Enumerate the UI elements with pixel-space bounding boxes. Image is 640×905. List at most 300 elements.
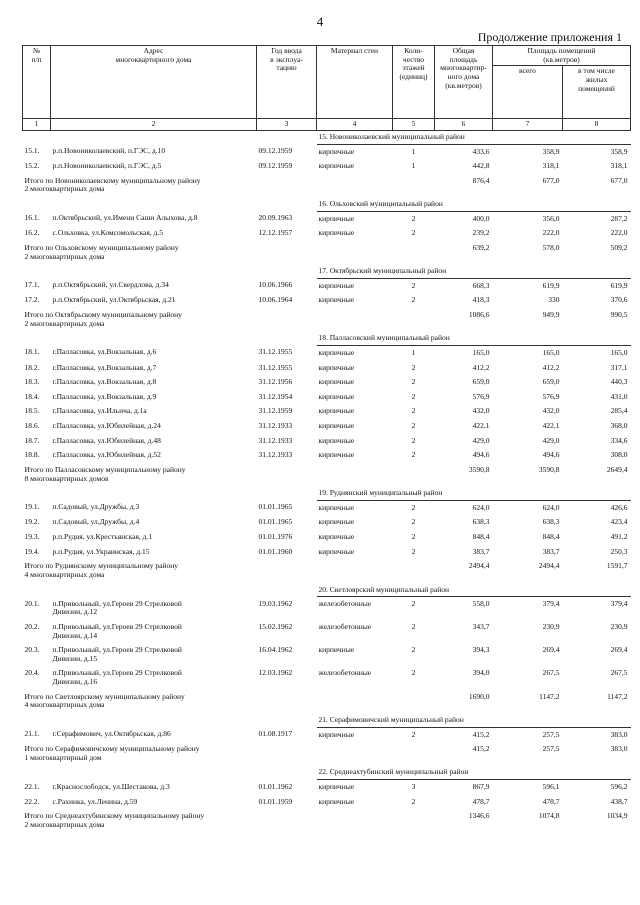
table-row [23,620,631,643]
total-area-sum: 3590,8 [468,464,490,474]
row-material: кирпичные [318,146,355,156]
row-total-area: 415,2 [472,729,490,739]
row-area-living: 596,2 [610,782,628,791]
row-total-area: 478,7 [472,796,490,806]
row-year: 31.12.1959 [258,406,293,416]
row-year: 01.01.1959 [258,796,293,806]
area-all-sum: 578,0 [542,242,560,252]
section-title: 18. Палласовский муниципальный район [317,332,631,345]
area-all-sum: 677,0 [542,175,560,185]
section-spacer [23,584,317,597]
row-area-all: 412,2 [542,362,560,372]
row-material: кирпичные [318,435,355,445]
row-area-all: 478,7 [542,796,560,806]
row-floors: 2 [411,377,416,387]
section-total-row [23,308,631,332]
section-total-label: Итого по Светлоярскому муниципальному району 4 многоквартирных дома [24,691,185,710]
section-total-row [23,559,631,583]
row-material: кирпичные [318,406,355,416]
col-address-header: Адрес многоквартирного дома [51,46,257,119]
row-address: с.Рахинка, ул.Ленина, д.59 [52,796,138,806]
section-title: 21. Серафимовичский муниципальный район [317,714,631,727]
row-address: р.п.Октябрьский, ул.Свердлова, д.34 [52,280,169,290]
table-row [23,448,631,463]
row-area-living: 250,3 [610,546,628,556]
row-year: 31.12.1933 [258,450,293,460]
section-total-label: Итого по Руднянскому муниципальному району 4 многоквартирных дома [24,561,179,579]
area-all-sum: 949,9 [542,310,560,319]
col-number: 4 [317,119,393,131]
row-area-living: 383,0 [610,729,628,739]
row-year: 12.03.1962 [258,668,293,678]
row-area-living: 287,2 [610,213,628,223]
row-number: 19.4. [24,546,40,556]
total-area-sum: 415,2 [472,744,490,754]
row-total-area: 165,0 [472,347,490,357]
row-area-living: 318,1 [610,161,628,171]
row-area-living: 165,0 [610,347,628,357]
row-area-living: 423,4 [610,517,628,527]
row-floors: 2 [411,621,416,631]
section-spacer [23,332,317,345]
row-area-all: 222,0 [542,228,560,238]
table-row [23,404,631,419]
row-year: 31.12.1933 [258,435,293,445]
row-material: кирпичные [318,377,355,387]
row-area-living: 317,1 [610,362,628,372]
row-total-area: 432,0 [472,406,490,416]
row-area-all: 257,5 [542,729,560,739]
row-total-area: 418,3 [472,295,490,305]
row-area-living: 230,9 [610,621,628,631]
row-material: кирпичные [318,502,355,512]
row-area-all: 619,9 [542,280,560,290]
row-number: 16.2. [24,228,40,238]
row-total-area: 394,3 [472,645,490,655]
row-area-all: 379,4 [542,599,560,609]
row-floors: 1 [411,347,416,357]
section-total-label: Итого по Серафимовичскому муниципальному району 1 многоквартирный дом [24,744,200,762]
section-header-row [23,265,631,278]
row-address: р.п.Рудня, ул.Крестьянская, д.1 [52,532,153,541]
row-number: 20.4. [24,668,40,678]
row-address: г.Палласовка, ул.Вокзальная, д.9 [52,391,157,401]
area-living-sum: 1591,7 [606,561,628,571]
table-row [23,545,631,560]
row-address: г.Палласовка, ул.Юбилейная, д.24 [52,421,161,430]
row-address: п.Привольный, ул.Героев 29 Стрелковой Дивизии, д.15 [52,645,182,663]
row-total-area: 848,4 [472,532,490,541]
area-all-sum: 1147,2 [539,691,560,701]
row-number: 18.5. [24,406,40,416]
section-title: 22. Среднеахтубинский муниципальный район [317,766,631,779]
row-area-living: 285,4 [610,406,628,416]
row-total-area: 494,6 [472,450,490,460]
total-area-sum: 639,2 [472,242,490,252]
table-row [23,727,631,742]
section-spacer [23,714,317,727]
row-address: с.Ольховка, ул.Комсомольская, д.5 [52,228,163,238]
section-total-label: Итого по Новониколаевскому муниципальному району 2 многоквартирных дома [24,175,201,194]
table-row [23,515,631,530]
row-material: кирпичные [318,546,355,556]
row-total-area: 394,0 [472,668,490,678]
section-title: 19. Руднянский муниципальный район [317,487,631,500]
row-address: р.п.Рудня, ул.Украинская, д.15 [52,546,150,556]
row-total-area: 400,0 [472,213,490,223]
row-floors: 1 [411,161,416,171]
row-total-area: 433,6 [472,146,490,156]
section-total-label: Итого по Среднеахтубинскому муниципальному району 2 многоквартирных дома [24,811,205,829]
row-material: кирпичные [318,213,355,223]
row-floors: 2 [411,517,416,527]
section-header-row [23,766,631,779]
row-address: р.п.Новониколаевский, п.ГЭС, д.5 [52,161,162,171]
row-material: кирпичные [318,532,355,541]
header-row [23,46,631,66]
row-year: 31.12.1933 [258,421,293,430]
row-area-all: 330 [548,295,560,305]
row-total-area: 343,7 [472,621,490,631]
row-area-living: 426,6 [610,502,628,512]
table-row [23,530,631,545]
row-year: 01.01.1962 [258,781,293,791]
col-material-header: Материал стен [317,46,393,119]
row-address: г.Краснослободск, ул.Шестакова, д.3 [52,781,170,791]
row-area-all: 230,9 [542,621,560,631]
row-number: 15.2. [24,161,40,171]
table-row [23,345,631,360]
row-area-all: 848,4 [542,532,560,541]
row-material: кирпичные [318,347,355,357]
row-material: кирпичные [318,796,355,806]
row-address: п.Октябрьский, ул.Имени Саши Алыхова, д.8 [52,213,198,223]
row-total-area: 383,7 [472,546,490,556]
row-total-area: 558,0 [472,599,490,609]
row-address: п.Привольный, ул.Героев 29 Стрелковой Дивизии, д.12 [52,598,182,617]
row-material: кирпичные [318,729,355,739]
row-year: 10.06.1966 [258,280,293,290]
section-header-row [23,714,631,727]
row-area-all: 267,5 [542,668,560,678]
row-floors: 2 [411,450,416,460]
table-row [23,278,631,293]
row-material: железобетонные [318,668,372,678]
row-area-living: 222,0 [610,228,628,238]
row-floors: 2 [411,729,416,739]
section-title: 15. Новониколаевский муниципальный район [317,130,631,144]
row-material: кирпичные [318,228,355,238]
row-address: п.Садовый, ул.Дружбы, д.4 [52,517,140,527]
col-year-header: Год ввода в эксплуа- тацию [257,46,317,119]
table-row [23,390,631,405]
col-living-header: в том числе жилых помещений [563,66,631,119]
row-area-all: 318,1 [542,161,560,171]
row-floors: 2 [411,295,416,305]
row-number: 18.6. [24,421,40,430]
total-area-sum: 876,4 [472,175,490,185]
col-number: 1 [23,119,51,131]
row-year: 09.12.1959 [258,146,293,155]
row-address: г.Палласовка, ул.Юбилейная, д.52 [52,450,161,460]
area-living-sum: 677,0 [610,175,628,185]
row-year: 19.03.1962 [258,598,293,608]
row-area-living: 431,0 [610,391,628,401]
row-material: кирпичные [318,421,355,430]
table-row [23,159,631,174]
page-number: 4 [316,14,324,29]
total-area-sum: 2494,4 [468,561,490,571]
section-total-row [23,690,631,714]
table-row [23,434,631,449]
row-address: г.Палласовка, ул.Вокзальная, д.7 [52,362,157,372]
table-row [23,780,631,795]
row-material: кирпичные [318,161,355,171]
row-total-area: 659,0 [472,377,490,387]
area-all-sum: 1074,8 [538,811,560,821]
section-total-label: Итого по Ольховскому муниципальному району 2 многоквартирных дома [24,242,179,261]
row-area-living: 308,0 [610,450,628,460]
row-floors: 2 [411,532,416,541]
row-number: 18.3. [24,377,40,387]
row-year: 31.12.1955 [258,362,293,372]
row-total-area: 412,2 [472,362,490,372]
row-area-all: 422,1 [542,421,560,430]
row-address: п.Привольный, ул.Героев 29 Стрелковой Дивизии, д.16 [52,668,182,686]
section-total-label: Итого по Палласовскому муниципальному району 8 многоквартирных домов [24,464,186,483]
section-total-row [23,742,631,766]
row-number: 20.3. [24,645,40,655]
row-floors: 2 [411,421,416,430]
row-number: 15.1. [24,146,40,155]
row-material: железобетонные [318,621,372,631]
row-floors: 2 [411,362,416,372]
section-total-row [23,174,631,198]
row-address: г.Палласовка, ул.Юбилейная, д.48 [52,435,161,445]
section-title: 17. Октябрьский муниципальный район [317,265,631,278]
table-row [23,795,631,810]
row-area-living: 438,7 [610,796,628,806]
row-address: п.Садовый, ул.Дружбы, д.3 [52,502,140,512]
row-area-all: 383,7 [542,546,560,556]
row-number: 22.1. [24,781,40,791]
row-year: 20.09.1963 [258,213,293,223]
row-number: 20.2. [24,621,40,631]
table-row [23,226,631,241]
row-number: 18.8. [24,450,40,460]
area-living-sum: 2649,4 [606,464,628,474]
row-material: железобетонные [318,599,372,609]
row-year: 01.01.1965 [258,502,293,512]
row-floors: 2 [411,391,416,401]
row-floors: 2 [411,796,416,806]
row-area-all: 624,0 [542,502,560,512]
row-floors: 2 [411,502,416,512]
row-area-living: 619,9 [610,280,628,290]
section-header-row [23,130,631,144]
row-area-all: 576,9 [542,391,560,401]
section-spacer [23,766,317,779]
row-area-living: 370,6 [610,295,628,305]
table-row [23,144,631,159]
row-floors: 1 [411,146,416,156]
row-total-area: 239,2 [472,228,490,238]
row-address: п.Привольный, ул.Героев 29 Стрелковой Дивизии, д.14 [52,621,182,640]
total-area-sum: 1086,6 [468,310,490,319]
row-material: кирпичные [318,517,355,527]
row-area-living: 267,5 [610,668,628,678]
row-material: кирпичные [318,391,355,401]
row-number: 18.7. [24,435,40,445]
section-spacer [23,198,317,211]
row-year: 31.12.1956 [258,377,293,387]
table-body [23,130,631,833]
table-row [23,500,631,515]
row-number: 19.1. [24,502,40,512]
col-number: 3 [257,119,317,131]
section-header-row [23,198,631,211]
row-floors: 2 [411,599,416,609]
row-material: кирпичные [318,782,355,791]
col-premises-header: Площадь помещений (кв.метров) [493,46,631,66]
houses-table [22,45,631,834]
area-all-sum: 3590,8 [538,464,560,474]
section-total-row [23,463,631,487]
row-number: 19.3. [24,532,40,541]
area-living-sum: 509,2 [610,242,628,252]
row-year: 31.12.1955 [258,347,293,357]
row-area-living: 334,6 [610,435,628,445]
row-material: кирпичные [318,362,355,372]
col-floors-header: Коли- чество этажей (единиц) [393,46,435,119]
total-area-sum: 1690,0 [468,691,490,701]
area-living-sum: 1147,2 [607,691,628,701]
row-year: 09.12.1959 [258,161,293,171]
row-number: 22.2. [24,796,40,806]
row-area-living: 379,4 [610,599,628,609]
table-row [23,643,631,666]
area-all-sum: 257,5 [542,744,560,754]
section-total-label: Итого по Октябрьскому муниципальному району 2 многоквартирных дома [24,310,182,328]
row-year: 01.08.1917 [258,729,293,738]
row-total-area: 442,8 [472,161,490,171]
row-area-all: 432,0 [542,406,560,416]
row-address: г.Палласовка, ул.Ильича, д.1а [52,406,147,416]
table-row [23,375,631,390]
row-floors: 2 [411,645,416,655]
row-floors: 2 [411,435,416,445]
row-address: р.п.Октябрьский, ул.Октябрьская, д.21 [52,295,176,305]
col-number: 7 [493,119,563,131]
row-address: г.Палласовка, ул.Вокзальная, д.8 [52,377,157,387]
row-number: 18.1. [24,347,40,357]
row-year: 15.02.1962 [258,621,293,631]
table-row [23,211,631,226]
row-floors: 2 [411,668,416,678]
row-total-area: 668,3 [472,280,490,290]
section-header-row [23,487,631,500]
col-number: 2 [51,119,257,131]
table-row [23,361,631,376]
row-area-living: 491,2 [610,532,628,541]
row-area-all: 165,0 [542,347,560,357]
row-address: р.п.Новониколаевский, п.ГЭС, д.10 [52,146,166,155]
row-address: г.Палласовка, ул.Вокзальная, д.6 [52,347,157,357]
row-area-living: 358,9 [610,146,628,156]
row-year: 16.04.1962 [258,645,293,655]
row-year: 31.12.1954 [258,391,293,401]
section-total-row [23,241,631,265]
row-floors: 2 [411,213,416,223]
row-material: кирпичные [318,645,355,655]
area-living-sum: 990,5 [610,310,628,319]
col-number: 5 [393,119,435,131]
row-year: 01.01.1965 [258,517,293,527]
table-row [23,666,631,689]
row-number: 17.2. [24,295,40,305]
row-number: 21.1. [24,729,40,738]
table-row [23,419,631,434]
row-area-living: 269,4 [610,645,628,655]
row-total-area: 867,9 [472,782,490,791]
row-area-living: 440,3 [610,377,628,387]
section-header-row [23,584,631,597]
row-floors: 2 [411,280,416,290]
col-no-header: № п/п [23,46,51,119]
row-area-all: 429,0 [542,435,560,445]
section-spacer [23,265,317,278]
row-material: кирпичные [318,295,355,305]
col-total-area-header: Общая площадь многоквартир- ного дома (кв.метров) [435,46,493,119]
row-floors: 2 [411,546,416,556]
row-total-area: 576,9 [472,391,490,401]
row-area-all: 638,3 [542,517,560,527]
row-total-area: 422,1 [472,421,490,430]
row-number: 19.2. [24,517,40,527]
table-row [23,293,631,308]
col-all-header: всего [493,66,563,119]
section-spacer [23,487,317,500]
row-material: кирпичные [318,280,355,290]
row-total-area: 624,0 [472,502,490,512]
section-spacer [23,130,317,144]
row-number: 20.1. [24,598,40,608]
area-all-sum: 2494,4 [538,561,560,571]
row-address: г.Серафимович, ул.Октябрьская, д.86 [52,729,171,738]
area-living-sum: 1034,9 [606,811,628,821]
row-total-area: 429,0 [472,435,490,445]
row-year: 01.01.1960 [258,546,293,556]
row-number: 16.1. [24,213,40,223]
row-area-living: 368,0 [610,421,628,430]
table-row [23,597,631,620]
row-number: 18.4. [24,391,40,401]
row-area-all: 358,9 [542,146,560,156]
row-floors: 3 [411,782,416,791]
row-area-all: 269,4 [542,645,560,655]
column-numbers-row [23,119,631,131]
area-living-sum: 383,0 [610,744,628,754]
row-floors: 2 [411,406,416,416]
continuation-caption: Продолжение приложения 1 [477,30,622,44]
row-year: 12.12.1957 [258,228,293,238]
col-number: 8 [563,119,631,131]
section-header-row [23,332,631,345]
row-area-all: 659,0 [542,377,560,387]
row-year: 01.01.1976 [258,532,293,541]
row-year: 10.06.1964 [258,295,293,305]
section-title: 20. Светлоярский муниципальный район [317,584,631,597]
